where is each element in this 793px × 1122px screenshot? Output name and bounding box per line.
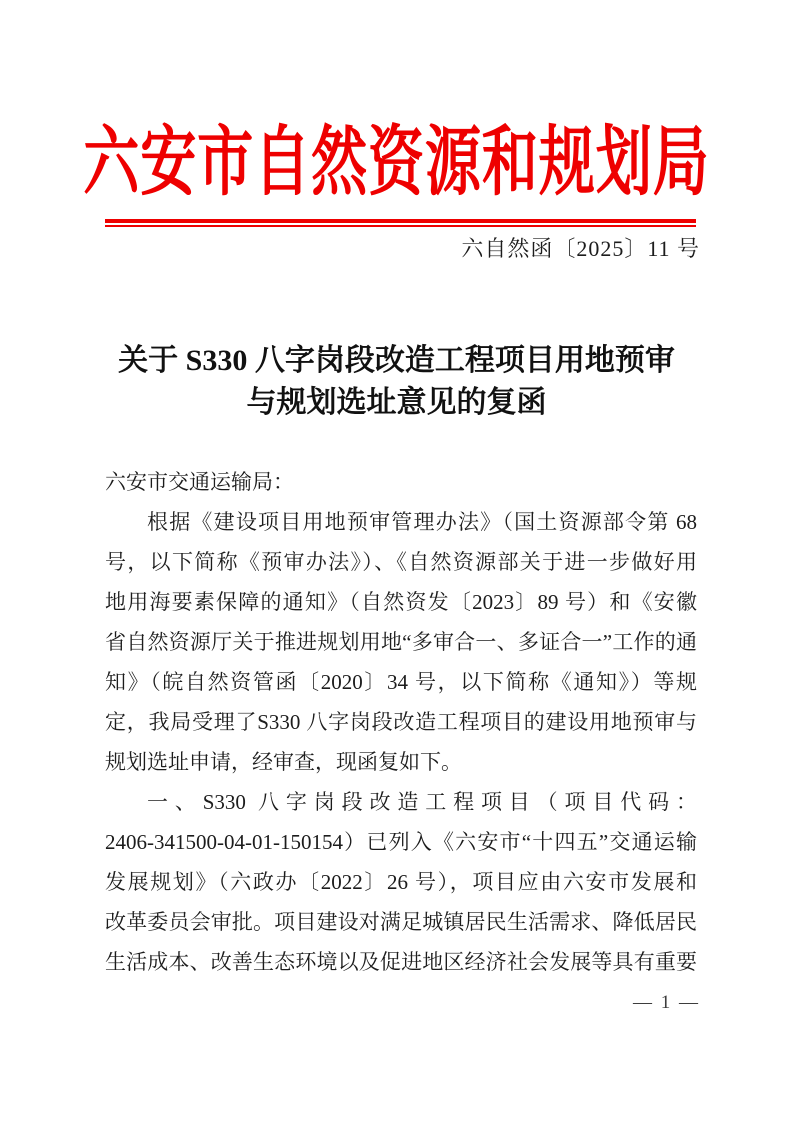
letterhead xyxy=(0,121,793,221)
letter-body xyxy=(105,462,697,982)
body-line: 根据《建设项目用地预审管理办法》（国土资源部令第 68 xyxy=(147,510,697,534)
document-title xyxy=(60,340,733,424)
body-line: 定，我局受理了S330 八字岗段改造工程项目的建设用地预审与 xyxy=(105,710,697,734)
salutation: 六安市交通运输局： xyxy=(105,470,294,494)
red-divider-thin-line xyxy=(105,225,696,227)
body-line: 号，以下简称《预审办法》）、《自然资源部关于进一步做好用 xyxy=(105,550,697,574)
body-line: 一、S330 八字岗段改造工程项目（项目代码： xyxy=(147,790,697,814)
page-number: — 1 — xyxy=(633,992,700,1013)
red-divider-thick-line xyxy=(105,219,696,223)
body-line: 地用海要素保障的通知》（自然资发〔2023〕89 号）和《安徽 xyxy=(105,590,697,614)
body-line: 改革委员会审批。项目建设对满足城镇居民生活需求、降低居民 xyxy=(105,910,697,934)
document-title-line-2: 与规划选址意见的复函 xyxy=(246,386,547,419)
document-number: 六自然函〔2025〕11 号 xyxy=(461,236,700,261)
body-line: 省自然资源厅关于推进规划用地“多审合一、多证合一”工作的通 xyxy=(105,630,697,654)
red-divider xyxy=(105,219,696,227)
body-line: 发展规划》（六政办〔2022〕26 号），项目应由六安市发展和 xyxy=(105,870,697,894)
body-line: 规划选址申请，经审查，现函复如下。 xyxy=(105,750,462,774)
body-line: 2406-341500-04-01-150154）已列入《六安市“十四五”交通运输 xyxy=(105,830,697,854)
document-title-line-1: 关于 S330 八字岗段改造工程项目用地预审 xyxy=(118,344,675,377)
body-line: 知》（皖自然资管函〔2020〕34 号，以下简称《通知》）等规 xyxy=(105,670,697,694)
agency-name: 六安市自然资源和规划局 xyxy=(83,121,710,206)
body-line: 生活成本、改善生态环境以及促进地区经济社会发展等具有重要 xyxy=(105,950,697,974)
